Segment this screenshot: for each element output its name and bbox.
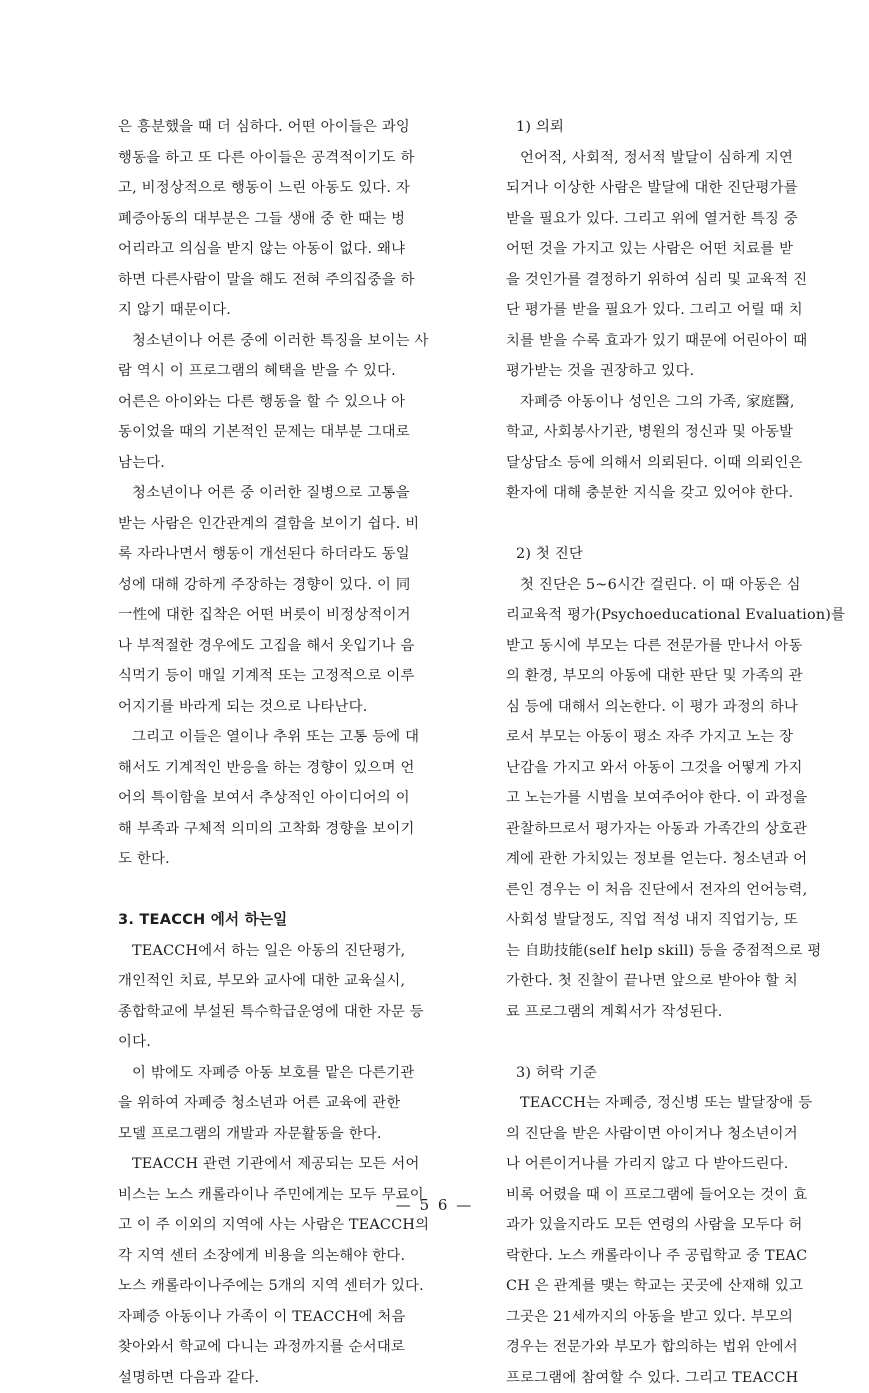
text-line: 락한다. 노스 캐롤라이나 주 공립학교 중 TEAC (506, 1241, 858, 1272)
text-line: 료 프로그램의 계획서가 작성된다. (506, 997, 858, 1028)
text-line: 하면 다른사람이 말을 해도 전혀 주의집중을 하 (118, 265, 470, 296)
text-line: TEACCH 관련 기관에서 제공되는 모든 서어 (118, 1149, 470, 1180)
text-line: TEACCH는 자폐증, 정신병 또는 발달장애 등 (506, 1088, 858, 1119)
text-line: 을 위하여 자폐증 청소년과 어른 교육에 관한 (118, 1088, 470, 1119)
text-line: 어리라고 의심을 받지 않는 아동이 없다. 왜냐 (118, 234, 470, 265)
text-line: 의 환경, 부모의 아동에 대한 판단 및 가족의 관 (506, 661, 858, 692)
text-line: 어의 특이함을 보여서 추상적인 아이디어의 이 (118, 783, 470, 814)
text-line: 해 부족과 구체적 의미의 고착화 경향을 보이기 (118, 814, 470, 845)
spacer (506, 1027, 858, 1058)
text-line: 해서도 기계적인 반응을 하는 경향이 있으며 언 (118, 753, 470, 784)
text-line: 이 밖에도 자폐증 아동 보호를 맡은 다른기관 (118, 1058, 470, 1089)
text-line: 식먹기 등이 매일 기계적 또는 고정적으로 이루 (118, 661, 470, 692)
text-line: 나 어른이거나를 가리지 않고 다 받아드린다. (506, 1149, 858, 1180)
text-line: 달상담소 등에 의해서 의뢰된다. 이때 의뢰인은 (506, 448, 858, 479)
text-line: 노스 캐롤라이나주에는 5개의 지역 센터가 있다. (118, 1271, 470, 1302)
text-line: 되거나 이상한 사람은 발달에 대한 진단평가를 (506, 173, 858, 204)
text-line: TEACCH에서 하는 일은 아동의 진단평가, (118, 936, 470, 967)
text-line: 이다. (118, 1027, 470, 1058)
text-line: 경우는 전문가와 부모가 합의하는 법위 안에서 (506, 1332, 858, 1363)
text-line: 동이었을 때의 기본적인 문제는 대부분 그대로 (118, 417, 470, 448)
spacer (506, 509, 858, 540)
text-line: CH 은 관계를 맺는 학교는 곳곳에 산재해 있고 (506, 1271, 858, 1302)
text-line: 프로그램에 참여할 수 있다. 그리고 TEACCH (506, 1363, 858, 1393)
text-line: 그곳은 21세까지의 아동을 받고 있다. 부모의 (506, 1302, 858, 1333)
text-line: 환자에 대해 충분한 지식을 갖고 있어야 한다. (506, 478, 858, 509)
text-line: 의 진단을 받은 사람이면 아이거나 청소년이거 (506, 1119, 858, 1150)
text-line: 도 한다. (118, 844, 470, 875)
text-line: 폐증아동의 대부분은 그들 생애 중 한 때는 벙 (118, 204, 470, 235)
text-line: 나 부적절한 경우에도 고집을 해서 옷입기나 음 (118, 631, 470, 662)
text-line: 성에 대해 강하게 주장하는 경향이 있다. 이 同 (118, 570, 470, 601)
text-line: 지 않기 때문이다. (118, 295, 470, 326)
text-line: 치를 받을 수록 효과가 있기 때문에 어린아이 때 (506, 326, 858, 357)
section-heading: 3. TEACCH 에서 하는일 (118, 905, 470, 936)
text-line: 고 이 주 이외의 지역에 사는 사람은 TEACCH의 (118, 1210, 470, 1241)
text-line: 설명하면 다음과 같다. (118, 1363, 470, 1393)
text-line: 청소년이나 어른 중에 이러한 특징을 보이는 사 (118, 326, 470, 357)
paragraph (506, 143, 858, 387)
text-line: 은 흥분했을 때 더 심하다. 어떤 아이들은 과잉 (118, 112, 470, 143)
text-line: 람 역시 이 프로그램의 혜택을 받을 수 있다. (118, 356, 470, 387)
text-line: 른인 경우는 이 처음 진단에서 전자의 언어능력, (506, 875, 858, 906)
text-line: 첫 진단은 5~6시간 걸린다. 이 때 아동은 심 (506, 570, 858, 601)
text-line: 어떤 것을 가지고 있는 사람은 어떤 치료를 받 (506, 234, 858, 265)
subsection-title: 2) 첫 진단 (506, 539, 858, 570)
text-line: 계에 관한 가치있는 정보를 얻는다. 청소년과 어 (506, 844, 858, 875)
text-line: 사회성 발달정도, 직업 적성 내지 직업기능, 또 (506, 905, 858, 936)
text-line: 언어적, 사회적, 정서적 발달이 심하게 지연 (506, 143, 858, 174)
text-line: 자폐증 아동이나 가족이 이 TEACCH에 처음 (118, 1302, 470, 1333)
paragraph (118, 936, 470, 1058)
text-line: 받는 사람은 인간관계의 결함을 보이기 쉽다. 비 (118, 509, 470, 540)
paragraph (118, 478, 470, 722)
text-line: 비스는 노스 캐롤라이나 주민에게는 모두 무료이 (118, 1180, 470, 1211)
text-line: 학교, 사회봉사기관, 병원의 정신과 및 아동발 (506, 417, 858, 448)
text-line: 각 지역 센터 소장에게 비용을 의논해야 한다. (118, 1241, 470, 1272)
text-line: 고, 비정상적으로 행동이 느린 아동도 있다. 자 (118, 173, 470, 204)
text-line: 받고 동시에 부모는 다른 전문가를 만나서 아동 (506, 631, 858, 662)
text-line: 평가받는 것을 권장하고 있다. (506, 356, 858, 387)
spacer (118, 875, 470, 906)
text-line: 심 등에 대해서 의논한다. 이 평가 과정의 하나 (506, 692, 858, 723)
text-line: 모델 프로그램의 개발과 자문활동을 한다. (118, 1119, 470, 1150)
text-line: 난감을 가지고 와서 아동이 그것을 어떻게 가지 (506, 753, 858, 784)
text-line: 어지기를 바라게 되는 것으로 나타난다. (118, 692, 470, 723)
text-line: 청소년이나 어른 중 이러한 질병으로 고통을 (118, 478, 470, 509)
text-line: 가한다. 첫 진찰이 끝나면 앞으로 받아야 할 치 (506, 966, 858, 997)
text-line: 一性에 대한 집착은 어떤 버릇이 비정상적이거 (118, 600, 470, 631)
paragraph (118, 112, 470, 326)
paragraph (506, 570, 858, 1028)
subsection-title: 3) 허락 기준 (506, 1058, 858, 1089)
text-line: 고 노는가를 시범을 보여주어야 한다. 이 과정을 (506, 783, 858, 814)
text-line: 비록 어렸을 때 이 프로그램에 들어오는 것이 효 (506, 1180, 858, 1211)
paragraph (506, 387, 858, 509)
text-line: 을 것인가를 결정하기 위하여 심리 및 교육적 진 (506, 265, 858, 296)
text-line: 는 自助技能(self help skill) 등을 중점적으로 평 (506, 936, 858, 967)
paragraph (118, 1058, 470, 1150)
text-line: 어른은 아이와는 다른 행동을 할 수 있으나 아 (118, 387, 470, 418)
text-line: 리교육적 평가(Psychoeducational Evaluation)를 (506, 600, 858, 631)
paragraph (506, 1088, 858, 1393)
text-line: 과가 있을지라도 모든 연령의 사람을 모두다 허 (506, 1210, 858, 1241)
subsection-title: 1) 의뢰 (506, 112, 858, 143)
text-line: 록 자라나면서 행동이 개선된다 하더라도 동일 (118, 539, 470, 570)
text-line: 찾아와서 학교에 다니는 과정까지를 순서대로 (118, 1332, 470, 1363)
text-line: 그리고 이들은 열이나 추위 또는 고통 등에 대 (118, 722, 470, 753)
text-line: 행동을 하고 또 다른 아이들은 공격적이기도 하 (118, 143, 470, 174)
paragraph (118, 722, 470, 875)
paragraph (118, 326, 470, 479)
text-line: 로서 부모는 아동이 평소 자주 가지고 노는 장 (506, 722, 858, 753)
page-number: — 5 6 — (0, 1196, 869, 1214)
text-line: 단 평가를 받을 필요가 있다. 그리고 어릴 때 치 (506, 295, 858, 326)
text-line: 관찰하므로서 평가자는 아동과 가족간의 상호관 (506, 814, 858, 845)
text-line: 받을 필요가 있다. 그리고 위에 열거한 특징 중 (506, 204, 858, 235)
text-line: 종합학교에 부설된 특수학급운영에 대한 자문 등 (118, 997, 470, 1028)
text-line: 남는다. (118, 448, 470, 479)
paragraph (118, 1149, 470, 1393)
text-line: 자폐증 아동이나 성인은 그의 가족, 家庭醫, (506, 387, 858, 418)
text-line: 개인적인 치료, 부모와 교사에 대한 교육실시, (118, 966, 470, 997)
